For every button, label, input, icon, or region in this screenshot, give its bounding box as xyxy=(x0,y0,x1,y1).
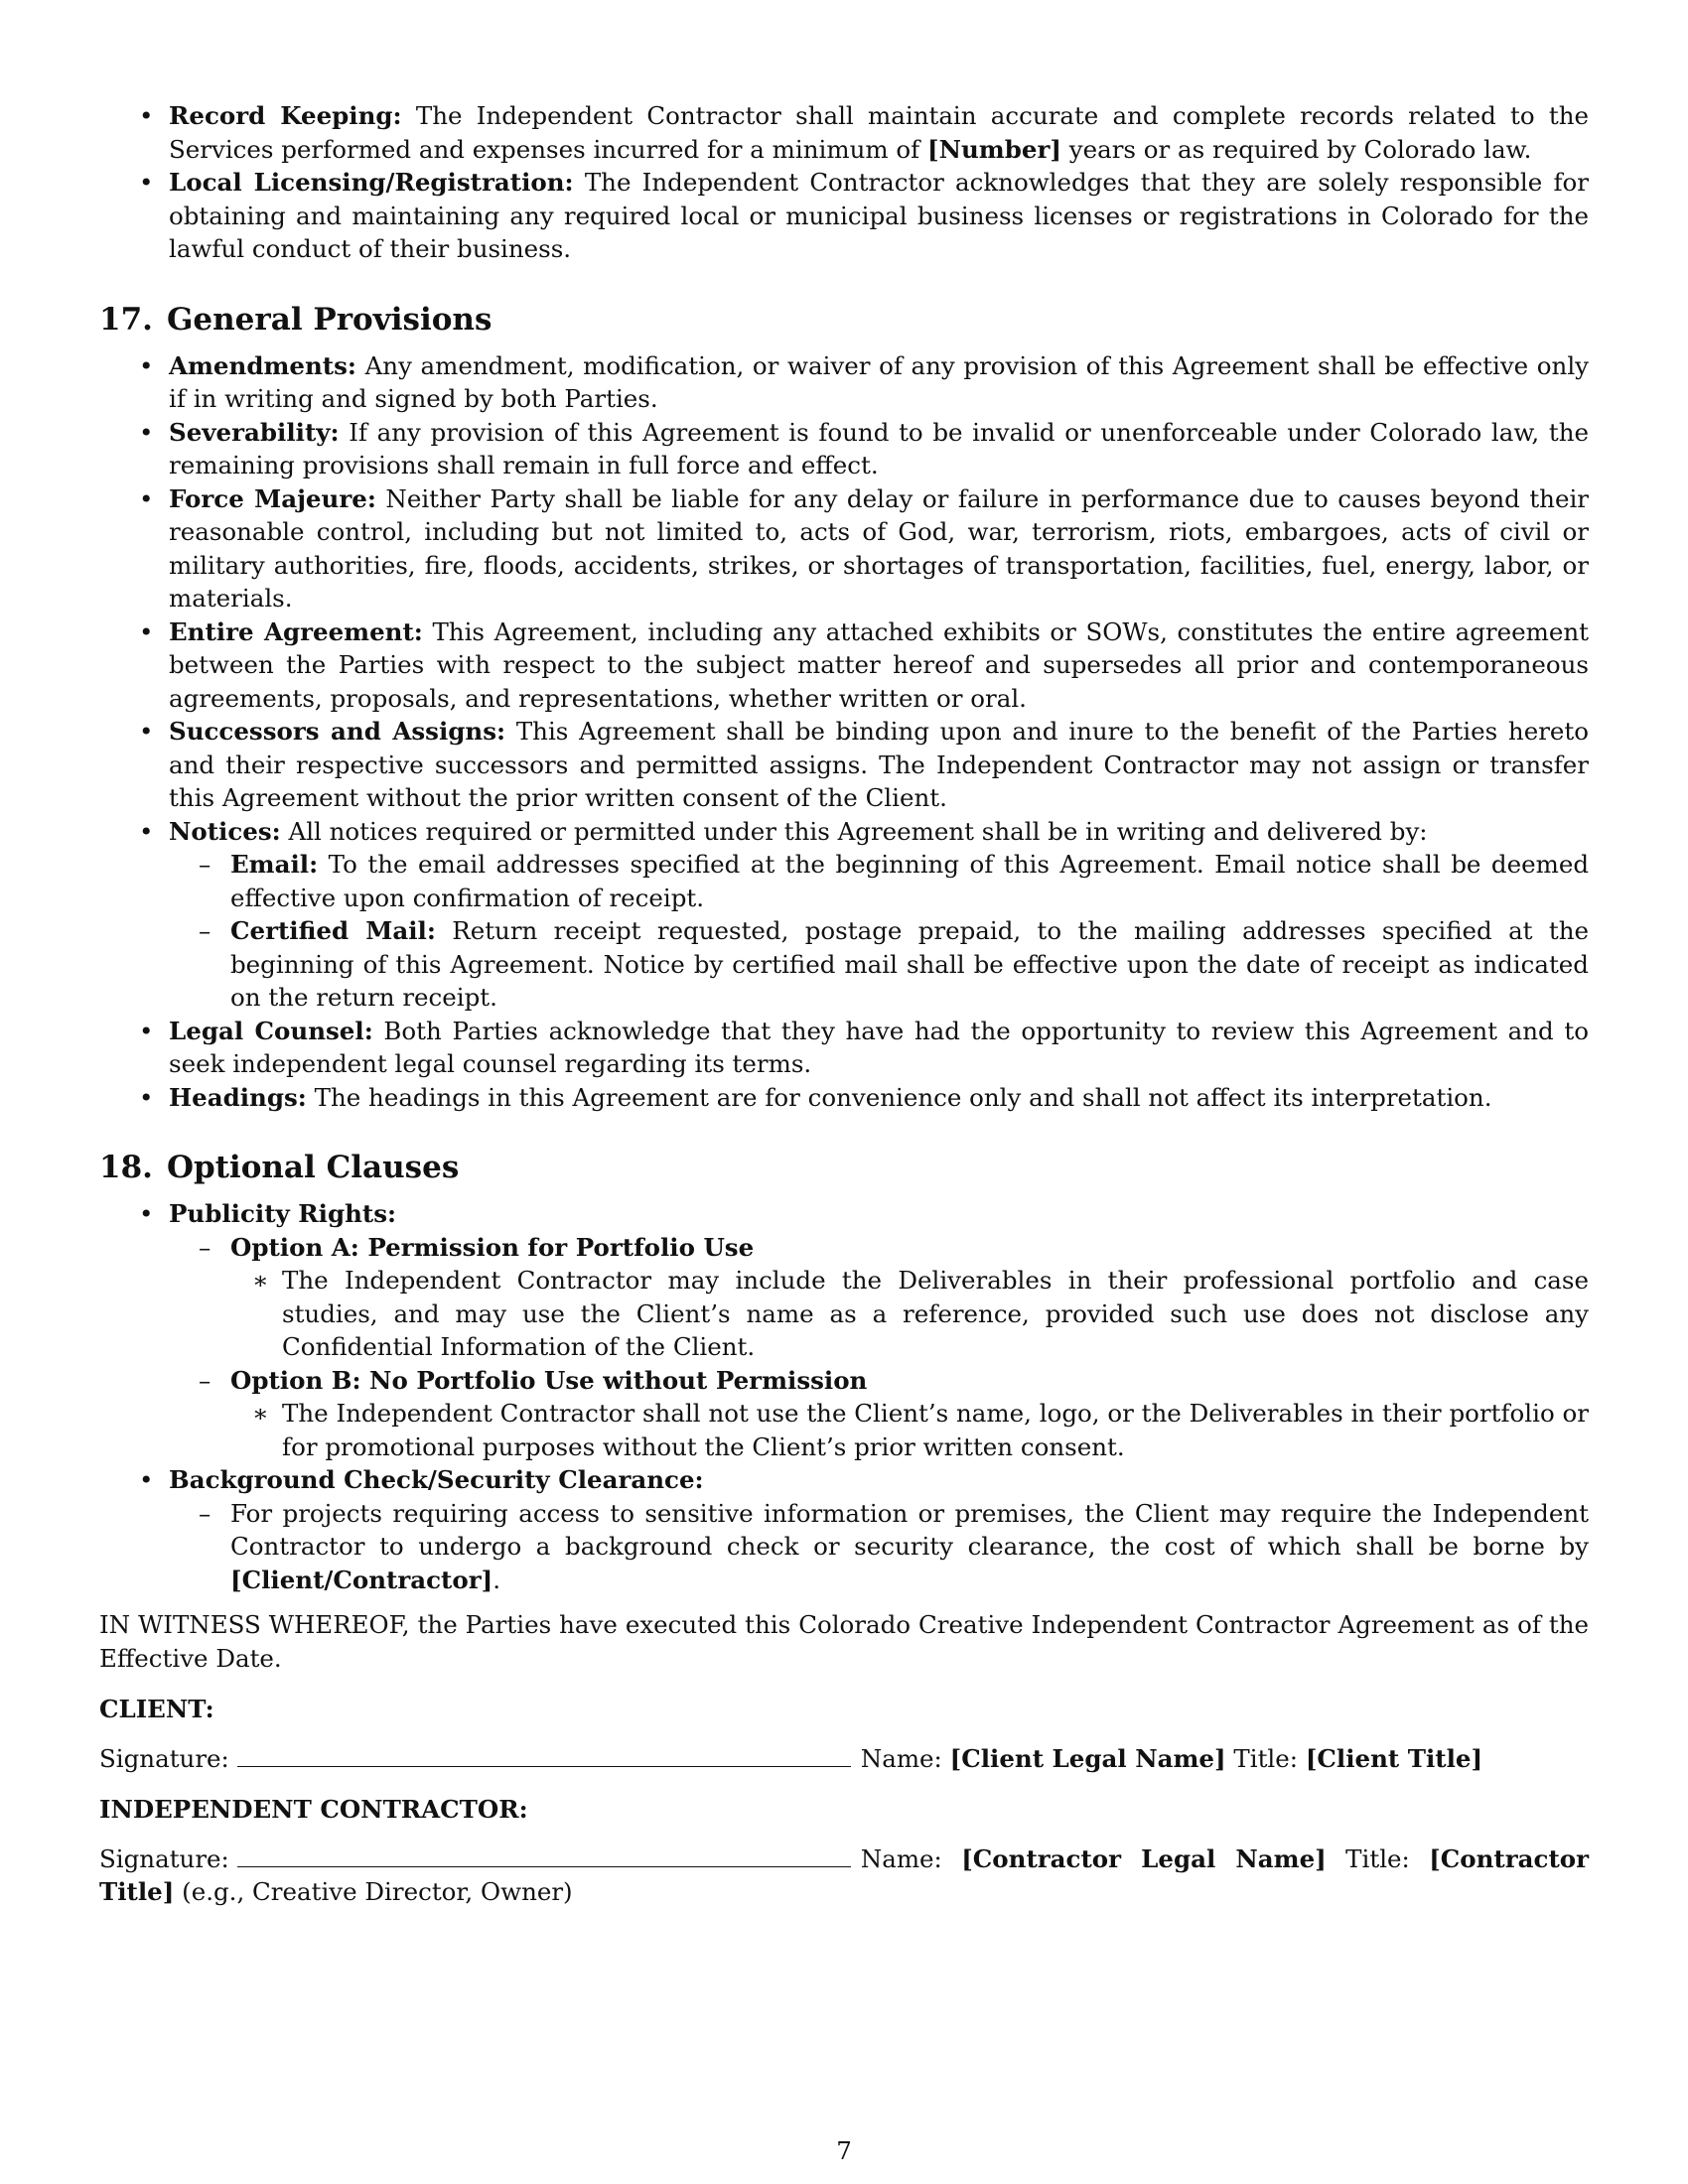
name-label: Name: xyxy=(860,1743,942,1773)
contractor-title-placeholder: [Contractor Title] xyxy=(99,1843,1590,1906)
item-text: The headings in this Agreement are for convenience only and shall not affect its interpretation. xyxy=(314,1082,1492,1112)
signature-field[interactable] xyxy=(237,1844,851,1867)
signature-field[interactable] xyxy=(237,1744,851,1767)
item-text: To the email addresses specified at the beginning of this Agreement. Email notice shall be deemed effective upon confirmation of receipt. xyxy=(230,850,1589,912)
page-number: 7 xyxy=(836,2136,852,2165)
section-18-list xyxy=(99,1197,1589,1596)
placeholder-client-contractor: [Client/Contractor] xyxy=(230,1565,493,1594)
document-page xyxy=(99,99,1589,1909)
item-text: years or as required by Colorado law. xyxy=(1060,134,1532,164)
item-term: Record Keeping: xyxy=(169,101,402,130)
item-text: The Independent Contractor acknowledges that they are solely responsible for obtaining and maintaining any required local or municipal business licenses or registrations in Colorado for the lawful conduct of their business. xyxy=(169,168,1589,263)
item-text: Any amendment, modification, or waiver of any provision of this Agreement shall be effective only if in writing and signed by both Parties. xyxy=(169,350,1589,413)
notices-sublist xyxy=(169,848,1589,1015)
sublist-item-certified-mail xyxy=(169,914,1589,1015)
option-a xyxy=(169,1231,1589,1364)
signature-label: Signature: xyxy=(99,1843,229,1873)
witness-clause: IN WITNESS WHEREOF, the Parties have executed this Colorado Creative Independent Contractor Agreement as of the Effective Date. xyxy=(99,1610,1589,1673)
title-note: (e.g., Creative Director, Owner) xyxy=(182,1877,573,1906)
client-name-placeholder: [Client Legal Name] xyxy=(949,1743,1226,1773)
item-term: Amendments: xyxy=(169,350,356,380)
item-term: Entire Agreement: xyxy=(169,616,423,646)
publicity-options xyxy=(169,1231,1589,1464)
list-item-local-licensing xyxy=(99,166,1589,266)
option-b-detail xyxy=(230,1397,1589,1463)
section-18-heading xyxy=(99,1148,1589,1187)
option-b xyxy=(169,1364,1589,1464)
title-label: Title: xyxy=(1345,1843,1410,1873)
contractor-name-placeholder: [Contractor Legal Name] xyxy=(961,1843,1327,1873)
item-term: Background Check/Security Clearance: xyxy=(169,1465,704,1494)
item-text: This Agreement, including any attached exhibits or SOWs, constitutes the entire agreement between the Parties with respect to the subject matter hereof and supersedes all prior and contemporaneous agreements, proposals, and representations, whether written or oral. xyxy=(169,616,1590,713)
item-term: Legal Counsel: xyxy=(169,1016,373,1045)
section-17-list xyxy=(99,349,1589,1115)
client-title-placeholder: [Client Title] xyxy=(1305,1743,1483,1773)
list-item-notices xyxy=(99,815,1589,1015)
list-item-severability xyxy=(99,416,1589,482)
list-item-force-majeure xyxy=(99,482,1589,615)
list-item-entire-agreement xyxy=(99,615,1589,716)
list-item-publicity-rights xyxy=(99,1197,1589,1463)
title-label: Title: xyxy=(1233,1743,1299,1773)
item-term: Publicity Rights: xyxy=(169,1199,397,1228)
item-text: The Independent Contractor shall maintain accurate and complete records related to the Services performed and expenses incurred for a minimum of xyxy=(169,101,1589,164)
option-label: Option A: Permission for Portfolio Use xyxy=(230,1232,755,1262)
section-17-heading xyxy=(99,300,1589,340)
section-title: Optional Clauses xyxy=(166,1150,460,1185)
item-text: . xyxy=(492,1565,500,1594)
item-term: Severability: xyxy=(169,417,340,447)
list-item-headings xyxy=(99,1081,1589,1115)
section-title: General Provisions xyxy=(166,301,492,338)
option-a-text: ∗ The Independent Contractor may include the Deliverables in their professional portfolio and case studies, and may use the Client’s name as a reference, provided such use does not disclose any Confidential Information of the Client. xyxy=(230,1264,1589,1364)
sublist-item-email xyxy=(169,848,1589,914)
placeholder-number: [Number] xyxy=(927,134,1061,164)
item-text: For projects requiring access to sensitive information or premises, the Client may require the Independent Contractor to undergo a background check or security clearance, the cost of which shall be borne by xyxy=(230,1498,1589,1561)
item-text: Return receipt requested, postage prepaid, to the mailing addresses specified at the beginning of this Agreement. Notice by certified mail shall be effective upon the date of receipt as indicated on the return receipt. xyxy=(230,916,1589,1012)
item-text: If any provision of this Agreement is found to be invalid or unenforceable under Colorado law, the remaining provisions shall remain in full force and effect. xyxy=(169,417,1589,479)
option-b-text: ∗ The Independent Contractor shall not use the Client’s name, logo, or the Deliverables in their portfolio or for promotional purposes without the Client’s prior written consent. xyxy=(230,1397,1589,1463)
list-item-background-check xyxy=(99,1463,1589,1596)
client-heading: CLIENT: xyxy=(99,1695,214,1723)
item-text: Both Parties acknowledge that they have had the opportunity to review this Agreement and to seek independent legal counsel regarding its terms. xyxy=(169,1016,1589,1078)
list-item-amendments xyxy=(99,349,1589,416)
option-label: Option B: No Portfolio Use without Permission xyxy=(230,1365,868,1395)
background-sublist xyxy=(169,1497,1589,1597)
item-term: Local Licensing/Registration: xyxy=(169,168,574,197)
item-text: All notices required or permitted under this Agreement shall be in writing and delivered by: xyxy=(288,816,1428,846)
signature-label: Signature: xyxy=(99,1743,229,1773)
contractor-signature-line xyxy=(99,1843,1589,1909)
item-term: Successors and Assigns: xyxy=(169,717,506,746)
item-text: Neither Party shall be liable for any delay or failure in performance due to causes beyond their reasonable control, including but not limited to, acts of God, war, terrorism, riots, embargoes, acts of civil or military authorities, fire, floods, accidents, strikes, or shortages of transportation, facilities, fuel, energy, labor, or materials. xyxy=(169,483,1589,613)
item-term: Headings: xyxy=(169,1082,307,1112)
item-term: Certified Mail: xyxy=(230,916,436,945)
section-number: 18. xyxy=(99,1150,153,1185)
section-number: 17. xyxy=(99,301,153,338)
intro-list xyxy=(99,99,1589,266)
list-item-record-keeping xyxy=(99,99,1589,166)
item-term: Force Majeure: xyxy=(169,483,376,513)
background-text xyxy=(169,1497,1589,1597)
item-text: This Agreement shall be binding upon and inure to the benefit of the Parties hereto and their respective successors and permitted assigns. The Independent Contractor may not assign or transfer this Agreement without the prior written consent of the Client. xyxy=(169,717,1589,812)
client-signature-line xyxy=(99,1742,1589,1776)
option-a-detail xyxy=(230,1264,1589,1364)
item-term: Email: xyxy=(230,850,319,879)
name-label: Name: xyxy=(860,1843,942,1873)
item-term: Notices: xyxy=(169,816,281,846)
list-item-successors xyxy=(99,715,1589,815)
contractor-heading: INDEPENDENT CONTRACTOR: xyxy=(99,1795,528,1824)
list-item-legal-counsel xyxy=(99,1015,1589,1081)
